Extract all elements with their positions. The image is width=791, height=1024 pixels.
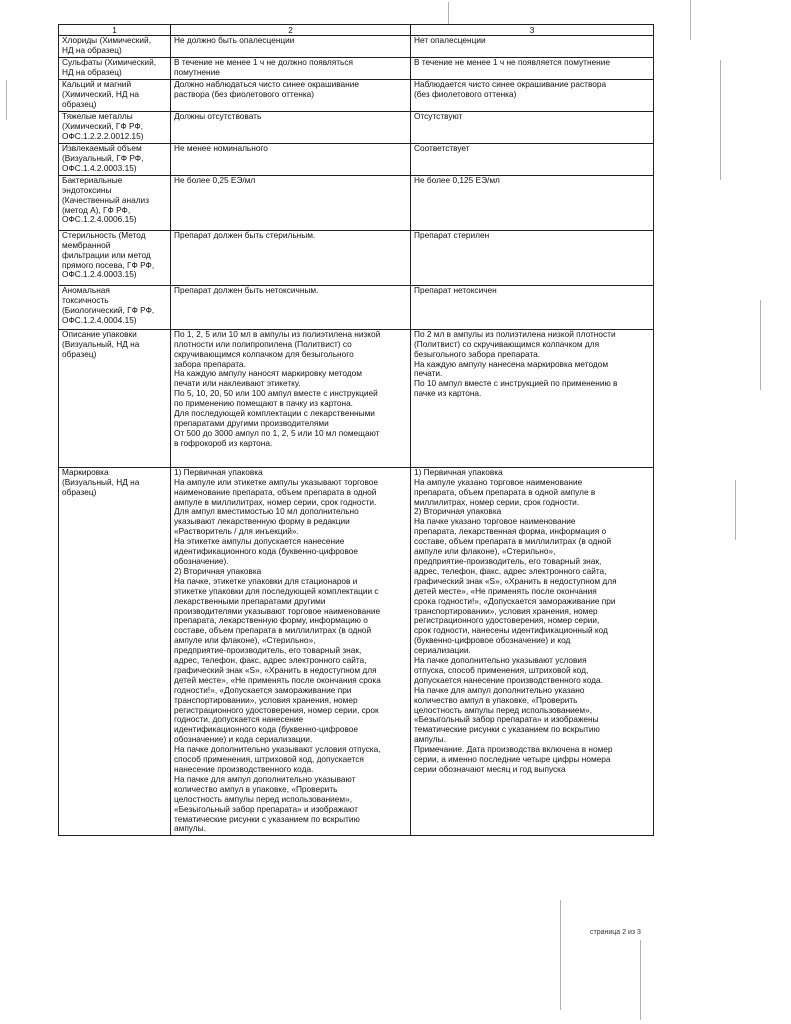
result-cell: В течение не менее 1 ч не появляется помутнение: [411, 57, 654, 79]
param-cell: Сульфаты (Химический, НД на образец): [59, 57, 171, 79]
scan-artifact: [560, 900, 561, 1010]
table-row: [59, 285, 654, 329]
result-cell: Препарат стерилен: [411, 230, 654, 285]
scan-artifact: [720, 60, 721, 180]
result-cell: Препарат нетоксичен: [411, 285, 654, 329]
scan-artifact: [735, 480, 736, 540]
result-cell: Нет опалесценции: [411, 36, 654, 58]
scan-artifact: [448, 2, 449, 24]
param-cell: Описание упаковки (Визуальный, НД на образец): [59, 329, 171, 467]
column-header-3: 3: [411, 25, 654, 36]
table-row: [59, 467, 654, 836]
param-cell: Хлориды (Химический, НД на образец): [59, 36, 171, 58]
norm-cell: Должно наблюдаться чисто синее окрашивание раствора (без фиолетового оттенка): [171, 79, 411, 111]
result-cell: Не более 0,125 ЕЭ/мл: [411, 175, 654, 230]
param-cell: Тяжелые металлы (Химический, ГФ РФ, ОФС.1.2.2.2.0012.15): [59, 111, 171, 143]
table-row: [59, 329, 654, 467]
scan-artifact: [690, 0, 691, 40]
table-row: [59, 111, 654, 143]
norm-cell: Препарат должен быть стерильным.: [171, 230, 411, 285]
header-row: [59, 25, 654, 36]
result-cell: Наблюдается чисто синее окрашивание раствора (без фиолетового оттенка): [411, 79, 654, 111]
scan-artifact: [6, 80, 7, 120]
scan-artifact: [760, 300, 761, 390]
column-header-1: 1: [59, 25, 171, 36]
norm-cell: 1) Первичная упаковка На ампуле или этикетке ампулы указывают торговое наименование препарата, объем препарата в одной ампуле в миллилитрах, номер серии, срок годности. Для ампул вместимостью 10 мл дополнительно указывают лекарственную форму в редакции «Растворитель / для инъекций». На этикетке ампулы допускается нанесение идентификационного кода (буквенно-цифровое обозначение). 2) Вторичная упаковка На пачке, этикетке упаковки для стационаров и этикетке упаковки для последующей комплектации с лекарственными препаратами другими производителями указывают торговое наименование препарата, лекарственную форму, информацию о составе, объем препарата в миллилитрах (в одной ампуле или флаконе), «Стерильно», предприятие-производитель, его товарный знак, адрес, телефон, факс, адрес электронного сайта, графический знак «S», «Хранить в недоступном для детей месте», «Не применять после окончания срока годности!», «Допускается замораживание при транспортировании», условия хранения, номер регистрационного удостоверения, номер серии, срок годности, допускается нанесение идентификационного кода (буквенно-цифровое обозначение) и кода сериализации. На пачке дополнительно указывают условия отпуска, способ применения, штриховой код, допускается нанесение производственного кода. На пачке для ампул дополнительно указывают количество ампул в упаковке, «Проверить целостность ампулы перед использованием», «Безыгольный забор препарата» и изображают тематические рисунки с указанием по вскрытию ампулы.: [171, 467, 411, 836]
norm-cell: Препарат должен быть нетоксичным.: [171, 285, 411, 329]
result-cell: 1) Первичная упаковка На ампуле указано торговое наименование препарата, объем препарата в одной ампуле в миллилитрах, номер серии, срок годности. 2) Вторичная упаковка На пачке указано торговое наименование препарата, лекарственная форма, информация о составе, объем препарата в миллилитрах (в одной ампуле или флаконе), «Стерильно», предприятие-производитель, его товарный знак, адрес, телефон, факс, адрес электронного сайта, графический знак «S», «Хранить в недоступном для детей месте», «Не применять после окончания срока годности!», «Допускается замораживание при транспортировании», условия хранения, номер регистрационного удостоверения, номер серии, срок годности, нанесены идентификационный код (буквенно-цифровое обозначение) и код сериализации. На пачке дополнительно указывают условия отпуска, способ применения, штриховой код, допускается нанесение производственного кода. На пачке для ампул дополнительно указано количество ампул в упаковке, «Проверить целостность ампулы перед использованием», «Безыгольный забор препарата» и изображены тематические рисунки с указанием по вскрытию ампулы. Примечание. Дата производства включена в номер серии, а именно последние четыре цифры номера серии обозначают месяц и год выпуска: [411, 467, 654, 836]
table-row: [59, 230, 654, 285]
result-cell: Соответствует: [411, 143, 654, 175]
scan-artifact: [640, 940, 641, 1020]
table-row: [59, 57, 654, 79]
page-number: страница 2 из 3: [590, 929, 641, 936]
result-cell: Отсутствуют: [411, 111, 654, 143]
param-cell: Маркировка (Визуальный, НД на образец): [59, 467, 171, 836]
param-cell: Бактериальные эндотоксины (Качественный анализ (метод А), ГФ РФ, ОФС.1.2.4.0006.15): [59, 175, 171, 230]
result-cell: По 2 мл в ампулы из полиэтилена низкой плотности (Политвист) со скручивающимся колпачком для безыгольного забора препарата. На каждую ампулу нанесена маркировка методом печати. По 10 ампул вместе с инструкцией по применению в пачке из картона.: [411, 329, 654, 467]
table-row: [59, 143, 654, 175]
specification-table: [58, 24, 654, 836]
norm-cell: По 1, 2, 5 или 10 мл в ампулы из полиэтилена низкой плотности или полипропилена (Политвист) со скручивающимся колпачком для безыгольного забора препарата. На каждую ампулу наносят маркировку методом печати или наклеивают этикетку. По 5, 10, 20, 50 или 100 ампул вместе с инструкцией по применению помещают в пачку из картона. Для последующей комплектации с лекарственными препаратами другими производителями От 500 до 3000 ампул по 1, 2, 5 или 10 мл помещают в гофрокороб из картона.: [171, 329, 411, 467]
norm-cell: Не должно быть опалесценции: [171, 36, 411, 58]
param-cell: Аномальная токсичность (Биологический, ГФ РФ, ОФС.1.2.4.0004.15): [59, 285, 171, 329]
param-cell: Стерильность (Метод мембранной фильтрации или метод прямого посева, ГФ РФ, ОФС.1.2.4.0003.15): [59, 230, 171, 285]
norm-cell: Должны отсутствовать: [171, 111, 411, 143]
norm-cell: В течение не менее 1 ч не должно появляться помутнение: [171, 57, 411, 79]
table-row: [59, 36, 654, 58]
param-cell: Извлекаемый объем (Визуальный, ГФ РФ, ОФС.1.4.2.0003.15): [59, 143, 171, 175]
param-cell: Кальций и магний (Химический, НД на образец): [59, 79, 171, 111]
norm-cell: Не менее номинального: [171, 143, 411, 175]
table-row: [59, 79, 654, 111]
table-row: [59, 175, 654, 230]
norm-cell: Не более 0,25 ЕЭ/мл: [171, 175, 411, 230]
column-header-2: 2: [171, 25, 411, 36]
